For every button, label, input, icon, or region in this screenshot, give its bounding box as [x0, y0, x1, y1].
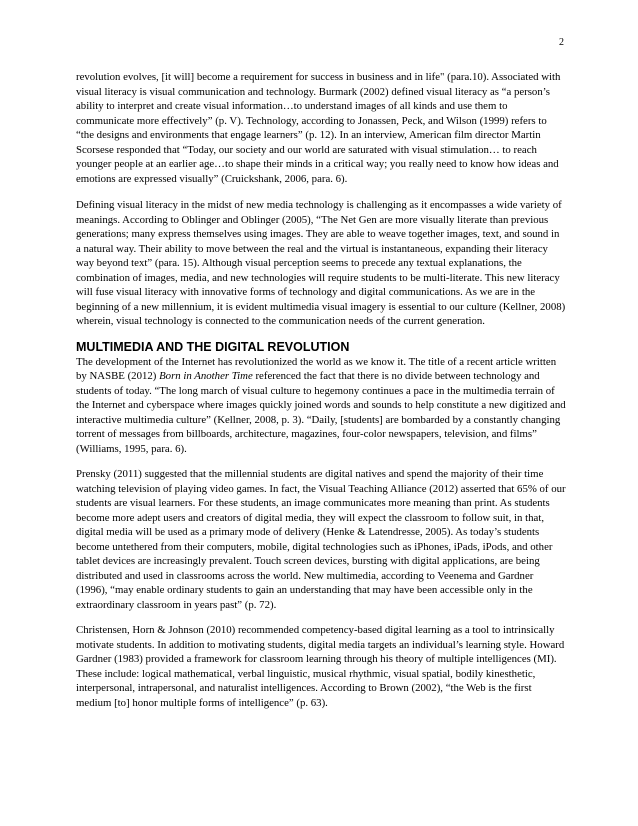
document-body: [76, 70, 566, 721]
body-paragraph: Christensen, Horn & Johnson (2010) recommended competency-based digital learning as a tool to intrinsically motivate students. In addition to motivating students, digital media targets an individual’s learning style. Howard Gardner (1983) provided a framework for classroom learning through his theory of multiple intelligences (MI). These include: logical mathematical, verbal linguistic, musical rhythmic, visual spatial, bodily kinesthetic, interpersonal, intrapersonal, and naturalist intelligences. According to Brown (2002), “the Web is the first medium [to] honor multiple forms of intelligence” (p. 63).: [76, 624, 565, 709]
paragraph-text: referenced the fact that there is no divide between technology and students of today. “The long march of visual culture to hegemony continues a pace in the multimedia terrain of the Internet and cyberspace where images quickly joined words and sounds to help constitute a new digitized and interactive multimedia culture” (Kellner, 2008, p. 3). “Daily, [students] are bombarded by a constantly changing torrent of messages from billboards, architecture, magazines, four-color newspapers, television, and films” (Williams, 1995, para. 6).: [76, 370, 566, 455]
body-paragraph: Prensky (2011) suggested that the millennial students are digital natives and spend the majority of their time watching television of playing video games. In fact, the Visual Teaching Alliance (2012) asserted that 65% of our students are visual learners. For these students, an image communicates more meaning than print. As students become more adept users and creators of digital media, they will expect the classroom to follow suit, in that, digital media will be used as a primary mode of delivery (Henke & Latendresse, 2005). As today’s students become untethered from their computers, mobile, digital technologies such as iPhones, iPads, iPods, and other tablet devices are increasingly prevalent. Touch screen devices, bursting with digital applications, are being distributed and used in classrooms across the world. New multimedia, according to Veenema and Gardner (1996), “may enable ordinary students to gain an understanding that may have been accessible only in the extraordinary classroom in years past” (p. 72).: [76, 468, 566, 611]
body-paragraph: [76, 355, 566, 457]
italic-title: Born in Another Time: [159, 370, 253, 382]
section-heading: MULTIMEDIA AND THE DIGITAL REVOLUTION: [76, 339, 350, 354]
paragraph-text: The development of the Internet has revolutionized the world as we know it. The title of a recent article written by NASBE (2012): [76, 355, 557, 382]
body-paragraph: Defining visual literacy in the midst of new media technology is challenging as it encompasses a wide variety of meanings. According to Oblinger and Oblinger (2005), “The Net Gen are more visually literate than previous generations; many express themselves using images. They are able to weave together images, text, and sound in a natural way. Their ability to move between the real and the virtual is instantaneous, expanding their literacy way beyond text” (para. 15). Although visual perception seems to precede any textual explanations, the combination of images, media, and new technologies will require students to be multi-literate. This new literacy will fuse visual literacy with innovative forms of technology and digital communications. As we are in the beginning of a new millennium, it is evident multimedia visual imagery is essential to our culture (Kellner, 2008) wherein, visual technology is connected to the communication needs of the current generation.: [76, 199, 566, 327]
page-number: 2: [559, 37, 564, 48]
body-paragraph: revolution evolves, [it will] become a requirement for success in business and in life" (para.10). Associated with visual literacy is visual communication and technology. Burmark (2002) defined visual literacy as “a person’s ability to interpret and create visual information…to understand images of all kinds and use them to communicate more effectively” (p. V). Technology, according to Jonassen, Peck, and Wilson (1999) refers to “the designs and environments that engage learners” (p. 12). In an interview, American film director Martin Scorsese responded that “Today, our society and our world are saturated with visual stimulation… to reach younger people at an earlier age…to shape their minds in a critical way; you really need to know how ideas and emotions are expressed visually” (Cruickshank, 2006, para. 6).: [76, 71, 561, 185]
